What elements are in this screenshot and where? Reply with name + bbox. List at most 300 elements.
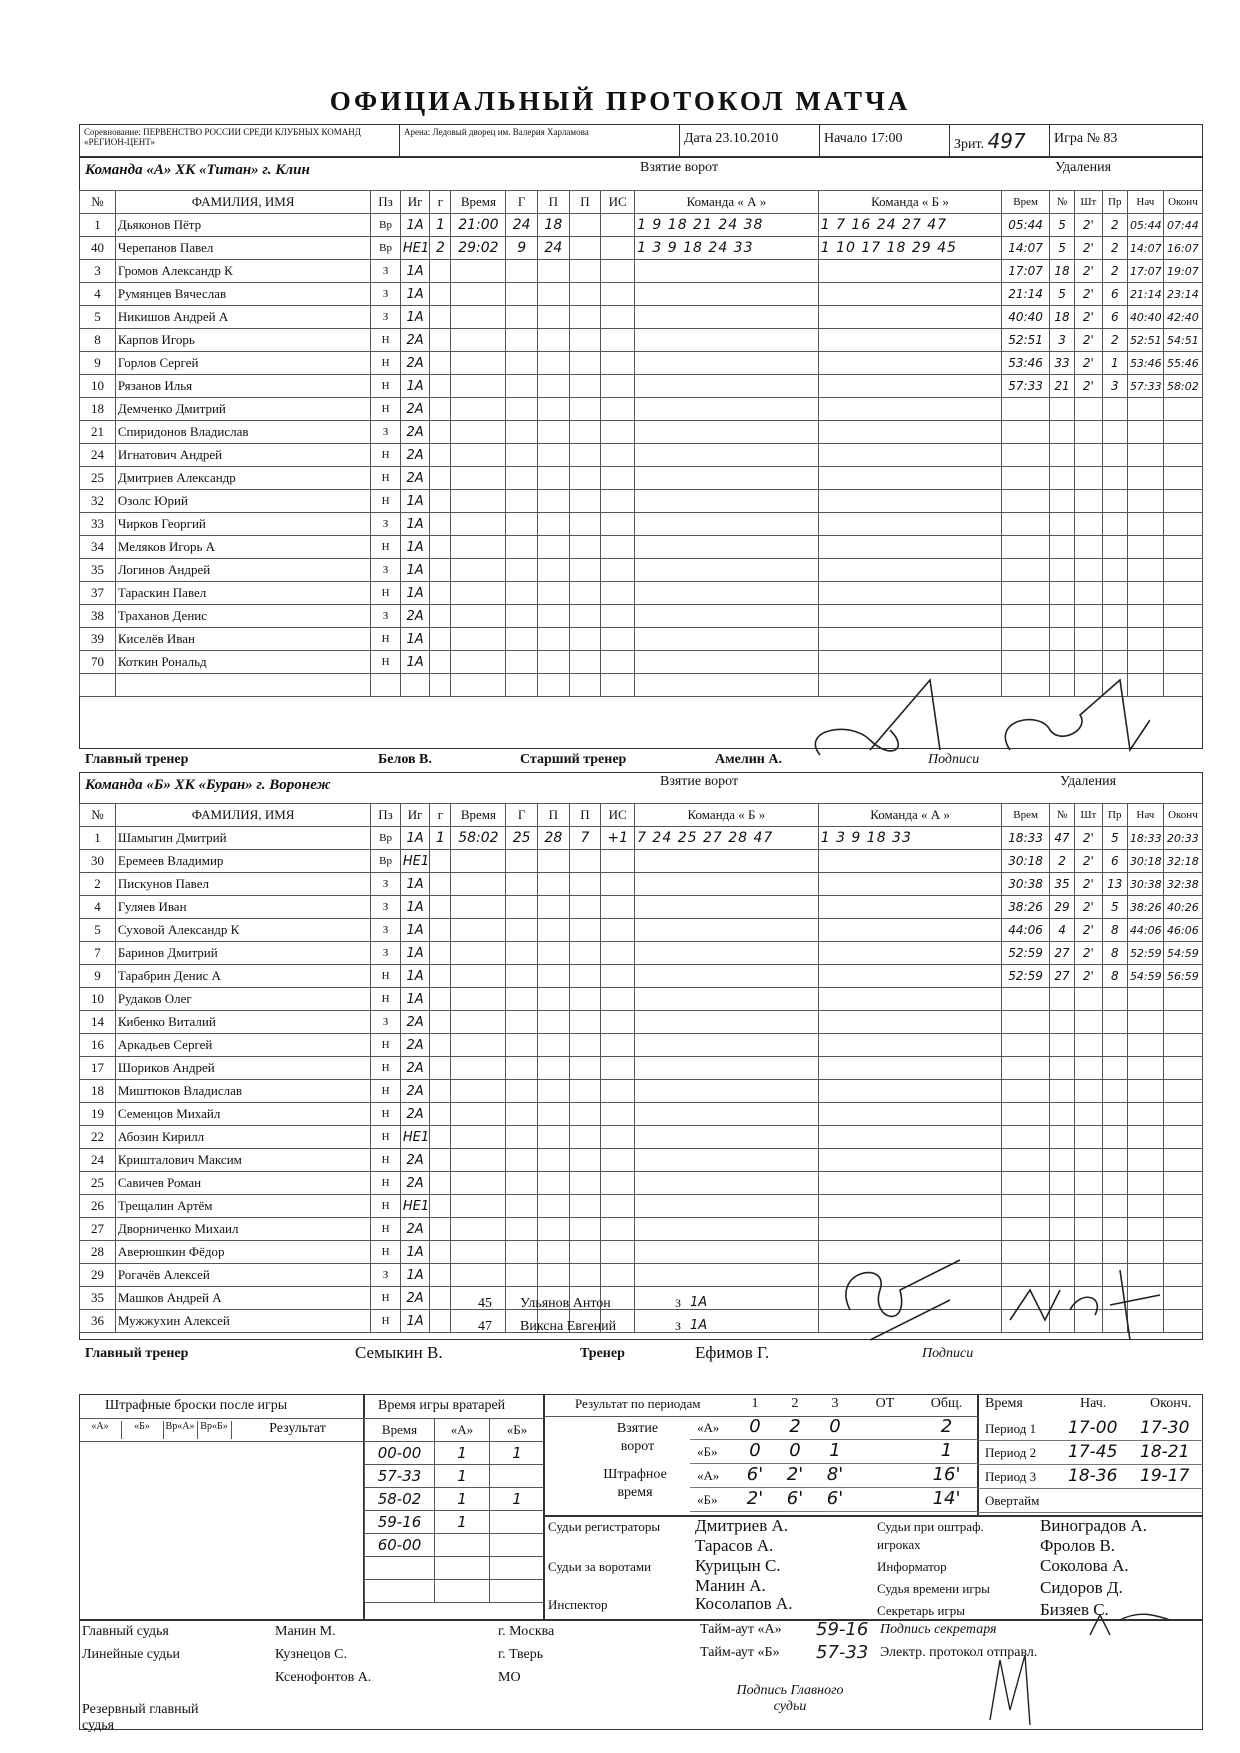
goal-time [451,1057,506,1080]
col-pen-min: Шт [1075,191,1102,214]
goal-number [430,490,451,513]
pen-reason [1102,536,1127,559]
goal-scorer [506,260,538,283]
pen-start [1127,605,1163,628]
onice-opponent [818,1149,1002,1172]
pen-player [1049,1080,1074,1103]
goal-scorer [506,421,538,444]
player-number: 10 [80,988,116,1011]
goal-assist1 [538,490,570,513]
goal-situation [601,559,635,582]
player-line: 1А [400,1241,430,1264]
period-time-label: Период 2 [985,1445,1037,1460]
player-number: 1 [80,214,116,237]
pen-end [1163,1034,1202,1057]
extra-player-name: Виксна Евгений [520,1319,617,1334]
col-pen-reason: Пр [1102,191,1127,214]
goal-time [451,1172,506,1195]
goal-time [451,329,506,352]
goal-assist1: 24 [538,237,570,260]
player-position: Вр [371,850,401,873]
onice-opponent [818,965,1002,988]
player-name: Семенцов Михайл [115,1103,370,1126]
official-name: Косолапов А. [695,1594,793,1613]
chief-ref-signature-label: Подпись Главного судьи [736,1683,844,1714]
onice-opponent [818,605,1002,628]
goal-time [451,1264,506,1287]
period-col: 1 [751,1396,759,1411]
official-role: Инспектор [548,1597,608,1612]
player-row [80,1103,1203,1126]
extra-player-line: 1А [690,1295,708,1310]
player-name: Гуляев Иван [115,896,370,919]
goal-situation [601,375,635,398]
goal-time [451,1034,506,1057]
goal-number [430,467,451,490]
goal-time [451,559,506,582]
player-line: 2А [400,1149,430,1172]
pen-time [1002,398,1049,421]
goal-assist1 [538,536,570,559]
period-value: 14' [932,1488,961,1509]
goal-assist2 [569,1241,601,1264]
pen-time: 30:38 [1002,873,1049,896]
goal-time [451,490,506,513]
goal-scorer [506,352,538,375]
goal-situation [601,490,635,513]
goal-scorer [506,1172,538,1195]
onice-opponent [818,283,1002,306]
onice-opponent [818,559,1002,582]
goal-assist2 [569,651,601,674]
goal-situation [601,513,635,536]
goal-assist2 [569,421,601,444]
goal-assist2 [569,1264,601,1287]
gk-time-table [364,1418,545,1603]
player-line: 1А [400,260,430,283]
player-name: Карпов Игорь [115,329,370,352]
team-b-head-coach-label: Главный тренер [85,1346,189,1361]
team-a-name: Команда «А» ХК «Титан» г. Клин [85,162,310,178]
col-pen-start: Нач [1127,804,1163,827]
goal-time [451,467,506,490]
player-line: 1А [400,965,430,988]
onice-own [635,444,819,467]
col-pz: Пз [371,804,401,827]
pen-start: 57:33 [1127,375,1163,398]
onice-own [635,1172,819,1195]
onice-opponent [818,375,1002,398]
player-number: 35 [80,559,116,582]
goal-time [451,942,506,965]
goal-number [430,965,451,988]
pen-minutes: 2' [1075,237,1102,260]
period-value: 6' [786,1488,804,1509]
period-team-tag: «Б» [697,1444,718,1459]
player-position: Н [371,444,401,467]
pen-reason [1102,398,1127,421]
player-line: НЕ1 [400,237,430,260]
goal-assist2 [569,306,601,329]
goal-situation: +1 [601,827,635,850]
pen-start: 54:59 [1127,965,1163,988]
goal-time [451,919,506,942]
official-name: Соколова А. [1040,1556,1129,1575]
player-line: 1А [400,896,430,919]
pen-reason [1102,1126,1127,1149]
col-pen-end: Оконч [1163,191,1202,214]
player-number: 24 [80,444,116,467]
player-name: Савичев Роман [115,1172,370,1195]
player-line: НЕ1 [400,1195,430,1218]
referee-name: Ксенофонтов А. [275,1670,372,1685]
player-number: 22 [80,1126,116,1149]
pen-player [1049,1149,1074,1172]
timeout-a-value: 59-16 [816,1619,869,1640]
goal-scorer [506,1218,538,1241]
pen-time: 52:51 [1002,329,1049,352]
player-line: 2А [400,1172,430,1195]
goal-assist2 [569,1172,601,1195]
onice-opponent [818,398,1002,421]
col-ig: Иг [400,804,430,827]
pen-reason: 2 [1102,260,1127,283]
goal-time [451,582,506,605]
onice-opponent [818,1172,1002,1195]
pen-time: 14:07 [1002,237,1049,260]
onice-own [635,605,819,628]
goal-situation [601,1057,635,1080]
goal-assist2: 7 [569,827,601,850]
onice-opponent [818,352,1002,375]
onice-own: 1 3 9 18 24 33 [635,237,819,260]
game-number: Игра № 83 [1054,131,1118,146]
player-position: Н [371,329,401,352]
gk-b [490,1511,545,1534]
pen-end: 55:46 [1163,352,1202,375]
goal-assist1 [538,850,570,873]
pen-start: 17:07 [1127,260,1163,283]
goal-situation [601,896,635,919]
pen-minutes [1075,513,1102,536]
pen-reason [1102,582,1127,605]
pen-time: 38:26 [1002,896,1049,919]
col-pen-no: № [1049,191,1074,214]
goal-situation [601,352,635,375]
gk-time-row [365,1580,545,1603]
pen-start [1127,582,1163,605]
period-header-line [544,1416,978,1417]
player-position: З [371,260,401,283]
team-a-senior-coach: Амелин А. [715,752,782,767]
gk-b [490,1534,545,1557]
pen-end [1163,1149,1202,1172]
onice-own [635,988,819,1011]
goal-situation [601,1195,635,1218]
goal-scorer: 25 [506,827,538,850]
goal-scorer [506,398,538,421]
goal-scorer [506,329,538,352]
player-number: 27 [80,1218,116,1241]
referee-role: Линейные судьи [82,1647,180,1662]
goal-scorer [506,965,538,988]
goal-number [430,1034,451,1057]
pen-reason: 8 [1102,919,1127,942]
col-time: Время [451,804,506,827]
goal-assist1 [538,1057,570,1080]
referee-city: г. Москва [498,1624,555,1639]
gk-b [490,1465,545,1488]
player-number: 30 [80,850,116,873]
gk-a [435,1557,490,1580]
pen-player [1049,605,1074,628]
pen-reason: 5 [1102,827,1127,850]
period-time-line [978,1512,1203,1513]
goal-assist1: 18 [538,214,570,237]
pen-end [1163,628,1202,651]
goal-number [430,582,451,605]
player-name: Абозин Кирилл [115,1126,370,1149]
col-pen-time: Врем [1002,191,1049,214]
player-position: З [371,896,401,919]
player-number: 9 [80,965,116,988]
player-row [80,1034,1203,1057]
goal-assist2 [569,1195,601,1218]
gk-b [490,1557,545,1580]
player-row [80,306,1203,329]
goal-assist2 [569,237,601,260]
onice-opponent [818,582,1002,605]
onice-own [635,398,819,421]
onice-opponent [818,1218,1002,1241]
player-line: 2А [400,329,430,352]
goal-time [451,651,506,674]
player-position: З [371,513,401,536]
col-assist2: П [569,804,601,827]
player-name: Демченко Дмитрий [115,398,370,421]
period-value: 6' [826,1488,844,1509]
pen-end: 32:18 [1163,850,1202,873]
onice-own [635,536,819,559]
player-position: Н [371,1057,401,1080]
match-date: Дата 23.10.2010 [680,125,820,156]
goal-scorer [506,1034,538,1057]
player-row [80,398,1203,421]
pen-minutes [1075,628,1102,651]
pen-start [1127,444,1163,467]
player-position: Н [371,536,401,559]
goal-assist2 [569,398,601,421]
player-position: Н [371,1034,401,1057]
goal-scorer [506,536,538,559]
player-name: Коткин Рональд [115,651,370,674]
player-number: 29 [80,1264,116,1287]
goal-number [430,513,451,536]
player-row [80,1011,1203,1034]
period-value: 6' [746,1464,764,1485]
player-line: 2А [400,1218,430,1241]
col-assist1: П [538,191,570,214]
referee-name: Кузнецов С. [275,1647,347,1662]
player-row [80,965,1203,988]
player-number: 34 [80,536,116,559]
pen-start [1127,1149,1163,1172]
player-name: Румянцев Вячеслав [115,283,370,306]
team-b-goals-label: Взятие ворот [660,774,739,789]
player-row [80,237,1203,260]
gk-a [435,1580,490,1603]
period-time-line [978,1440,1203,1441]
pen-start [1127,1126,1163,1149]
goal-time: 58:02 [451,827,506,850]
pen-start [1127,1103,1163,1126]
goal-time [451,306,506,329]
player-row [80,919,1203,942]
player-number: 26 [80,1195,116,1218]
pen-player: 4 [1049,919,1074,942]
onice-own [635,1149,819,1172]
goal-assist2 [569,352,601,375]
goal-situation [601,398,635,421]
goal-situation [601,1172,635,1195]
player-position: З [371,1011,401,1034]
pen-start: 52:59 [1127,942,1163,965]
pen-time: 17:07 [1002,260,1049,283]
player-position: Н [371,582,401,605]
pen-time: 21:14 [1002,283,1049,306]
goal-time: 29:02 [451,237,506,260]
goal-time [451,1241,506,1264]
pen-end: 19:07 [1163,260,1202,283]
official-role: Информатор [877,1559,947,1574]
period-value: 0 [749,1440,761,1461]
goal-number [430,1011,451,1034]
player-line: 1А [400,1310,430,1333]
player-name: Тарабрин Денис А [115,965,370,988]
player-number: 5 [80,306,116,329]
pen-reason [1102,628,1127,651]
pen-start [1127,1218,1163,1241]
player-name: Суховой Александр К [115,919,370,942]
onice-opponent [818,896,1002,919]
pen-player [1049,1126,1074,1149]
player-name: Шамыгин Дмитрий [115,827,370,850]
player-line [400,674,430,697]
pen-reason [1102,1218,1127,1241]
player-name: Еремеев Владимир [115,850,370,873]
goal-scorer [506,651,538,674]
player-row [80,329,1203,352]
goal-assist1 [538,605,570,628]
pen-minutes [1075,1195,1102,1218]
period-value: 2 [789,1416,801,1437]
goal-situation [601,674,635,697]
pen-player: 47 [1049,827,1074,850]
onice-opponent [818,1080,1002,1103]
onice-own [635,421,819,444]
pen-end [1163,513,1202,536]
goal-assist1 [538,1034,570,1057]
shootout-col: «А» [79,1421,122,1439]
pen-minutes: 2' [1075,283,1102,306]
onice-own [635,375,819,398]
goal-time [451,1103,506,1126]
onice-own [635,306,819,329]
pen-end [1163,398,1202,421]
pen-time: 52:59 [1002,965,1049,988]
col-pen-reason: Пр [1102,804,1127,827]
pen-time [1002,536,1049,559]
player-name: Шориков Андрей [115,1057,370,1080]
goal-scorer [506,1264,538,1287]
goal-situation [601,237,635,260]
gk-a: 1 [435,1488,490,1511]
period-time-start: 17-45 [1068,1442,1118,1462]
pen-reason [1102,1034,1127,1057]
pen-time: 57:33 [1002,375,1049,398]
onice-opponent [818,490,1002,513]
goal-scorer: 24 [506,214,538,237]
player-position: Вр [371,827,401,850]
goal-situation [601,536,635,559]
goal-assist1 [538,444,570,467]
goal-assist1 [538,919,570,942]
pen-start [1127,421,1163,444]
player-name: Игнатович Андрей [115,444,370,467]
pen-end [1163,651,1202,674]
pen-end [1163,444,1202,467]
pen-minutes [1075,1218,1102,1241]
goal-number [430,260,451,283]
period-value: 1 [829,1440,841,1461]
pen-start [1127,1172,1163,1195]
player-number: 16 [80,1034,116,1057]
goal-time [451,375,506,398]
official-name: Манин А. [695,1576,766,1595]
pen-end [1163,559,1202,582]
player-row [80,1149,1203,1172]
pen-time: 52:59 [1002,942,1049,965]
player-line: 1А [400,375,430,398]
pen-end [1163,1218,1202,1241]
goal-number [430,375,451,398]
col-name: ФАМИЛИЯ, ИМЯ [115,804,370,827]
pen-reason [1102,490,1127,513]
gk-time: 58-02 [365,1488,435,1511]
player-number: 9 [80,352,116,375]
goal-situation [601,444,635,467]
col-pen-start: Нач [1127,191,1163,214]
pen-time [1002,1126,1049,1149]
pen-minutes: 2' [1075,375,1102,398]
onice-own [635,490,819,513]
goal-assist1 [538,1080,570,1103]
player-number: 32 [80,490,116,513]
pen-player: 18 [1049,260,1074,283]
pen-start: 30:18 [1127,850,1163,873]
onice-own [635,1195,819,1218]
pen-time: 30:18 [1002,850,1049,873]
extra-player-number: 47 [478,1319,492,1334]
player-position: З [371,942,401,965]
goal-assist1 [538,896,570,919]
goal-situation [601,421,635,444]
shootout-col: Результат [269,1421,326,1436]
player-position: Н [371,398,401,421]
player-line: 2А [400,1080,430,1103]
player-name: Громов Александр К [115,260,370,283]
player-number: 70 [80,651,116,674]
